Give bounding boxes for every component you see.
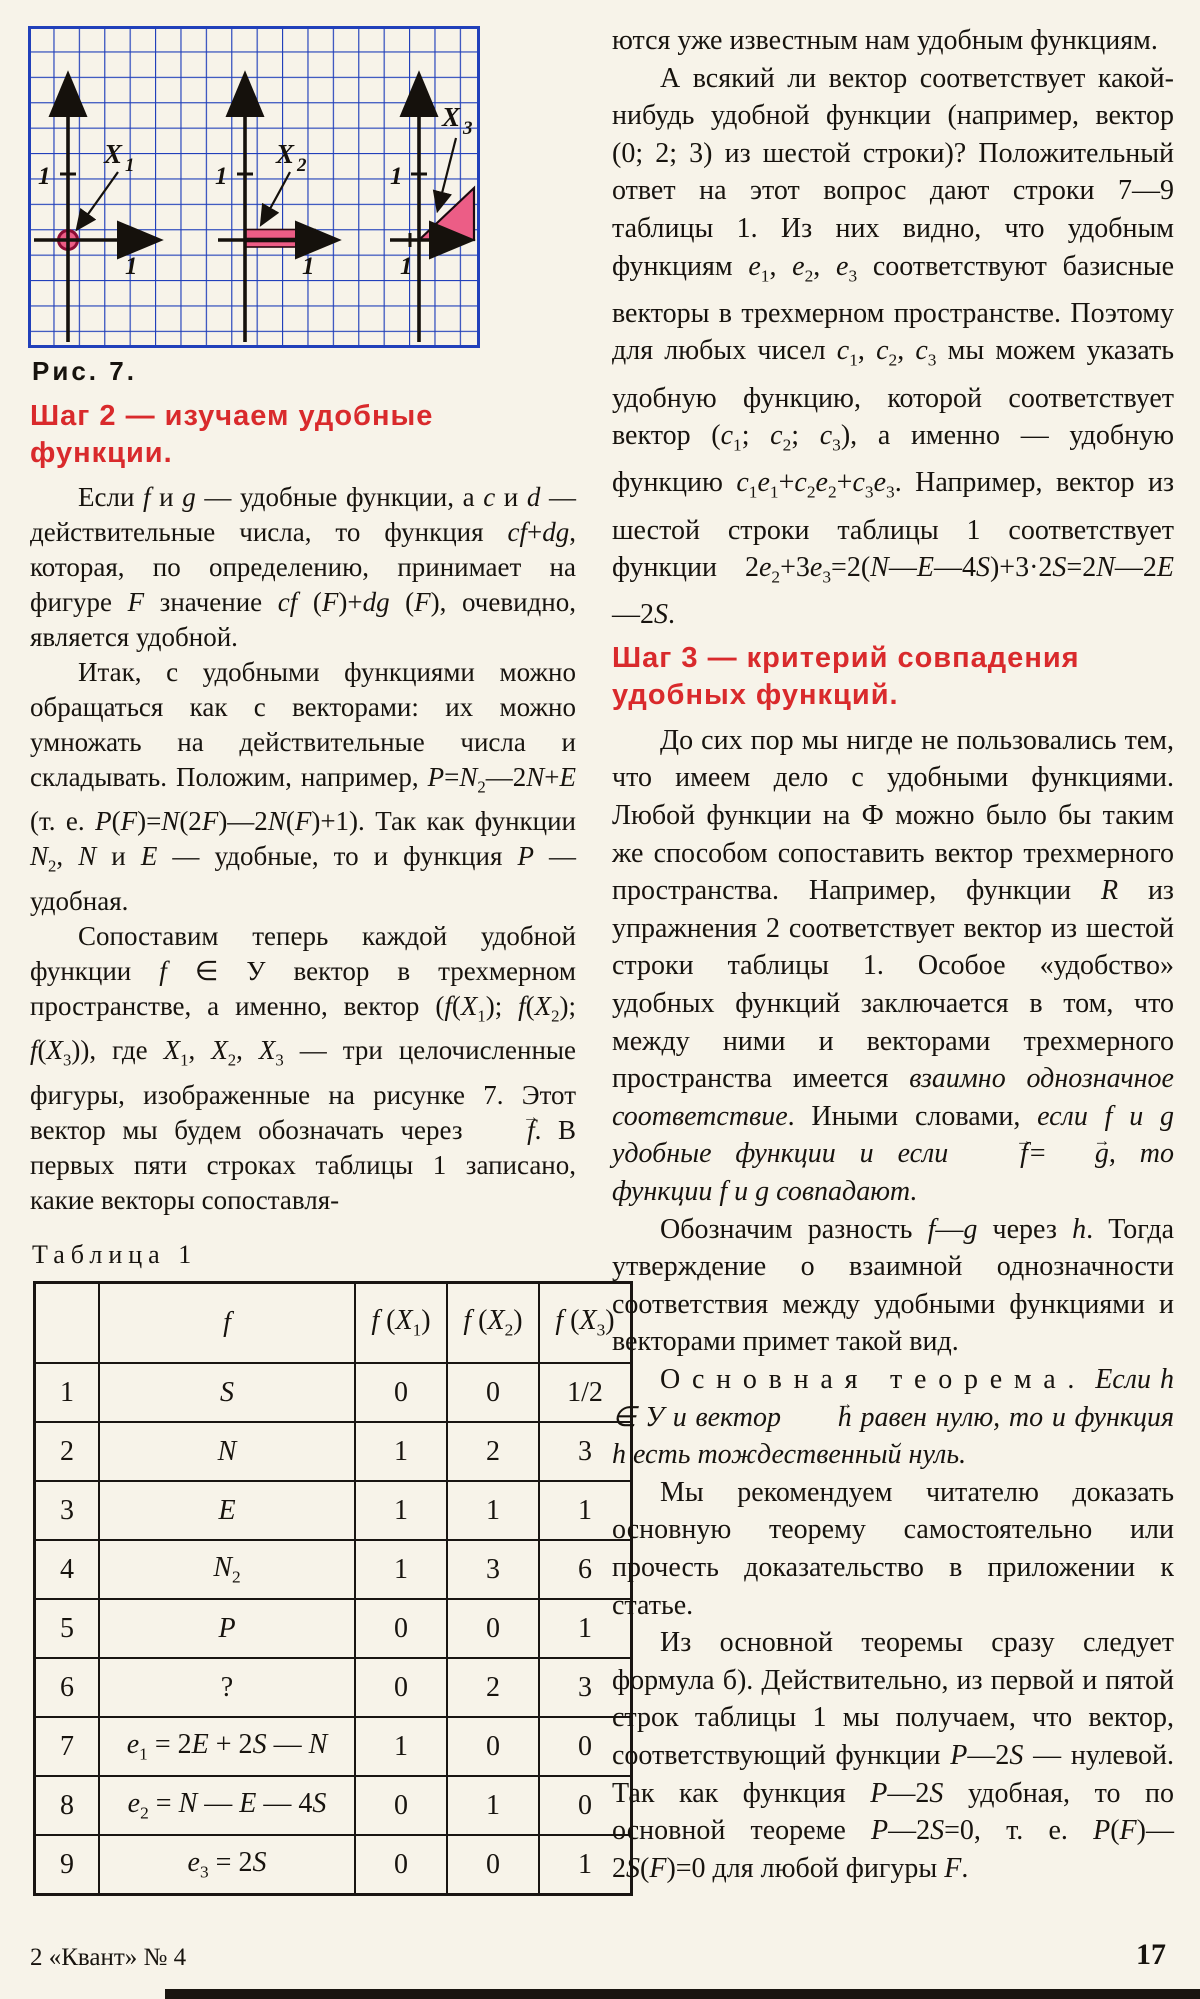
paragraph: Основная теорема. Если h ∈ У и вектор → h равен нулю, то и функция h есть тождественный нуль.: [612, 1361, 1174, 1474]
right-column: [612, 22, 1174, 1887]
table-label: Таблица 1: [32, 1240, 198, 1269]
figure-7: [28, 26, 480, 348]
cell-value: 1: [355, 1481, 447, 1540]
table-header-row: [35, 1283, 632, 1364]
table-row: [35, 1835, 632, 1895]
cell-f: $e_1 = 2E + 2S$ — N: [99, 1717, 355, 1776]
table-row: [35, 1658, 632, 1717]
tick-label: 1: [400, 253, 413, 280]
cell-value: 0: [447, 1599, 539, 1658]
cell-value: 0: [355, 1835, 447, 1895]
cell-value: 3: [539, 1658, 632, 1717]
table-row: [35, 1481, 632, 1540]
cell-value: 1: [355, 1540, 447, 1599]
paragraph: Мы рекомендуем читателю доказать основную теорему самостоятельно или прочесть доказательство в приложении к статье.: [612, 1476, 1174, 1621]
label-x3: X: [442, 102, 461, 132]
label-x3-sub: 3: [463, 118, 473, 139]
cell-value: 3: [447, 1540, 539, 1599]
cell-num: 4: [35, 1540, 100, 1599]
cell-value: 6: [539, 1540, 632, 1599]
cell-num: 7: [35, 1717, 100, 1776]
tick-label: 1: [302, 253, 315, 280]
cell-f: E: [99, 1481, 355, 1540]
cell-value: 2: [447, 1658, 539, 1717]
cell-value: 0: [447, 1363, 539, 1422]
cell-value: 1: [447, 1481, 539, 1540]
cell-f: $e_3 = 2S$: [99, 1835, 355, 1895]
label-x2: X: [276, 139, 295, 169]
paragraph: Если f и g — удобные функции, а c и d — действительные числа, то функция cf+dg, которая, по определению, принимает на фигуре F значение cf (F)+dg (F), очевидно, является удобной.: [30, 482, 576, 652]
cell-value: 3: [539, 1422, 632, 1481]
cell-f: ?: [99, 1658, 355, 1717]
cell-value: 0: [447, 1717, 539, 1776]
cell-num: 6: [35, 1658, 100, 1717]
header-cell: f $(X_2)$: [447, 1283, 539, 1364]
figure-grid-plot: [28, 26, 480, 348]
page-number: 17: [1136, 1938, 1166, 1971]
tick-label: 1: [125, 253, 138, 280]
cell-value: 1: [539, 1835, 632, 1895]
cell-num: 9: [35, 1835, 100, 1895]
step2-heading: Шаг 2 — изучаем удобные функции.: [30, 400, 434, 469]
paragraph: До сих пор мы нигде не пользовались тем, что имеем дело с удобными функциями. Любой функции на Ф можно было бы таким же способом сопоставить вектор трехмерного пространства. Например, функции R из упражнения 2 соответствует вектор из шестой строки таблицы 1. Особое «удобство» удобных функций заключается в том, что между ними и векторами трехмерного пространства имеется взаимно однозначное соответствие. Иными словами, если f и g удобные функции и если → f= → g, то функции f и g совпадают.: [612, 722, 1174, 1211]
cell-value: 0: [539, 1717, 632, 1776]
paragraph: ются уже известным нам удобным функциям.: [612, 25, 1158, 56]
table-row: [35, 1717, 632, 1776]
cell-value: 1: [539, 1599, 632, 1658]
cell-num: 1: [35, 1363, 100, 1422]
tick-label: 1: [215, 163, 228, 190]
cell-num: 3: [35, 1481, 100, 1540]
label-x1: X: [104, 139, 123, 169]
cell-value: 2: [447, 1422, 539, 1481]
header-cell: f: [99, 1283, 355, 1364]
cell-num: 8: [35, 1776, 100, 1835]
table-row: [35, 1363, 632, 1422]
tick-label: 1: [390, 163, 403, 190]
cell-f: N: [99, 1422, 355, 1481]
tick-label: 1: [38, 163, 51, 190]
table-row: [35, 1422, 632, 1481]
paragraph: Сопоставим теперь каждой удобной функции f ∈ У вектор в трехмерном пространстве, а именно, вектор ($f(X_1)$; $f(X_2)$; $f(X_3)$), где $X_1$, $X_2$, $X_3$ — три целочисленные фигуры, изображенные на рисунке 7. Этот вектор мы будем обозначать через → f. В первых пяти строках таблицы 1 записано, какие векторы сопоставля-: [30, 919, 576, 1218]
cell-value: 1/2: [539, 1363, 632, 1422]
cell-value: 1: [355, 1422, 447, 1481]
table-row: [35, 1599, 632, 1658]
cell-f: S: [99, 1363, 355, 1422]
cell-value: 0: [355, 1658, 447, 1717]
paragraph: Итак, с удобными функциями можно обращаться как с векторами: их можно умножать на действительные числа и складывать. Положим, например, $P=N_2—2N+E$ (т. е. P(F)=N(2F)—2N(F)+1). Так как функции $N_2$, N и E — удобные, то и функция P — удобная.: [30, 657, 577, 916]
cell-value: 0: [539, 1776, 632, 1835]
cell-value: 1: [447, 1776, 539, 1835]
cell-num: 5: [35, 1599, 100, 1658]
grid-pattern: [30, 28, 479, 347]
scan-edge-strip: [165, 1989, 1200, 1999]
label-x2-sub: 2: [297, 155, 307, 176]
cell-value: 1: [539, 1481, 632, 1540]
header-cell: [35, 1283, 100, 1364]
paragraph: А всякий ли вектор соответствует какой-нибудь удобной функции (например, вектор (0; 2; 3) из шестой строки)? Положительный ответ на этот вопрос дают строки 7—9 таблицы 1. Из них видно, что удобным функциям $e_1$, $e_2$, $e_3$ соответствуют базисные векторы в трехмерном пространстве. Поэтому для любых чисел $c_1$, $c_2$, $c_3$ мы можем указать удобную функцию, которой соответствует вектор ($c_1$; $c_2$; $c_3$), а именно — удобную функцию $c_1e_1+c_2e_2+c_3e_3$. Например, вектор из шестой строки таблицы 1 соответствует функции $2e_2+3e_3=2(N—E—4S)+3\cdot 2S=2N—2E—2S$.: [612, 62, 1175, 631]
cell-value: 0: [355, 1363, 447, 1422]
table-row: [35, 1776, 632, 1835]
label-x1-sub: 1: [125, 155, 135, 176]
step3-heading: Шаг 3 — критерий совпадения удобных функций.: [612, 641, 1080, 711]
figure-caption: Рис. 7.: [32, 356, 137, 386]
cell-f: $e_2 = N$ — E — 4S: [99, 1776, 355, 1835]
header-cell: f $(X_1)$: [355, 1283, 447, 1364]
footer-imprint: 2 «Квант» № 4: [30, 1944, 187, 1971]
cell-f: P: [99, 1599, 355, 1658]
cell-value: 0: [355, 1776, 447, 1835]
table-row: [35, 1540, 632, 1599]
cell-f: $N_2$: [99, 1540, 355, 1599]
table-1: [33, 1281, 633, 1896]
cell-value: 0: [447, 1835, 539, 1895]
cell-num: 2: [35, 1422, 100, 1481]
cell-value: 0: [355, 1599, 447, 1658]
left-column: [30, 392, 576, 1218]
header-cell: f $(X_3)$: [539, 1283, 632, 1364]
paragraph: Обозначим разность f—g через h. Тогда утверждение о взаимной однозначности соответствия между удобными функциями и векторами примет такой вид.: [612, 1213, 1175, 1358]
paragraph: Из основной теоремы сразу следует формула б). Действительно, из первой и пятой строк таблицы 1 мы получаем, что вектор, соответствующий функции P—2S — нулевой. Так как функция P—2S удобная, то по основной теореме P—2S=0, т. е. P(F)—2S(F)=0 для любой фигуры F.: [612, 1627, 1175, 1884]
cell-value: 1: [355, 1717, 447, 1776]
